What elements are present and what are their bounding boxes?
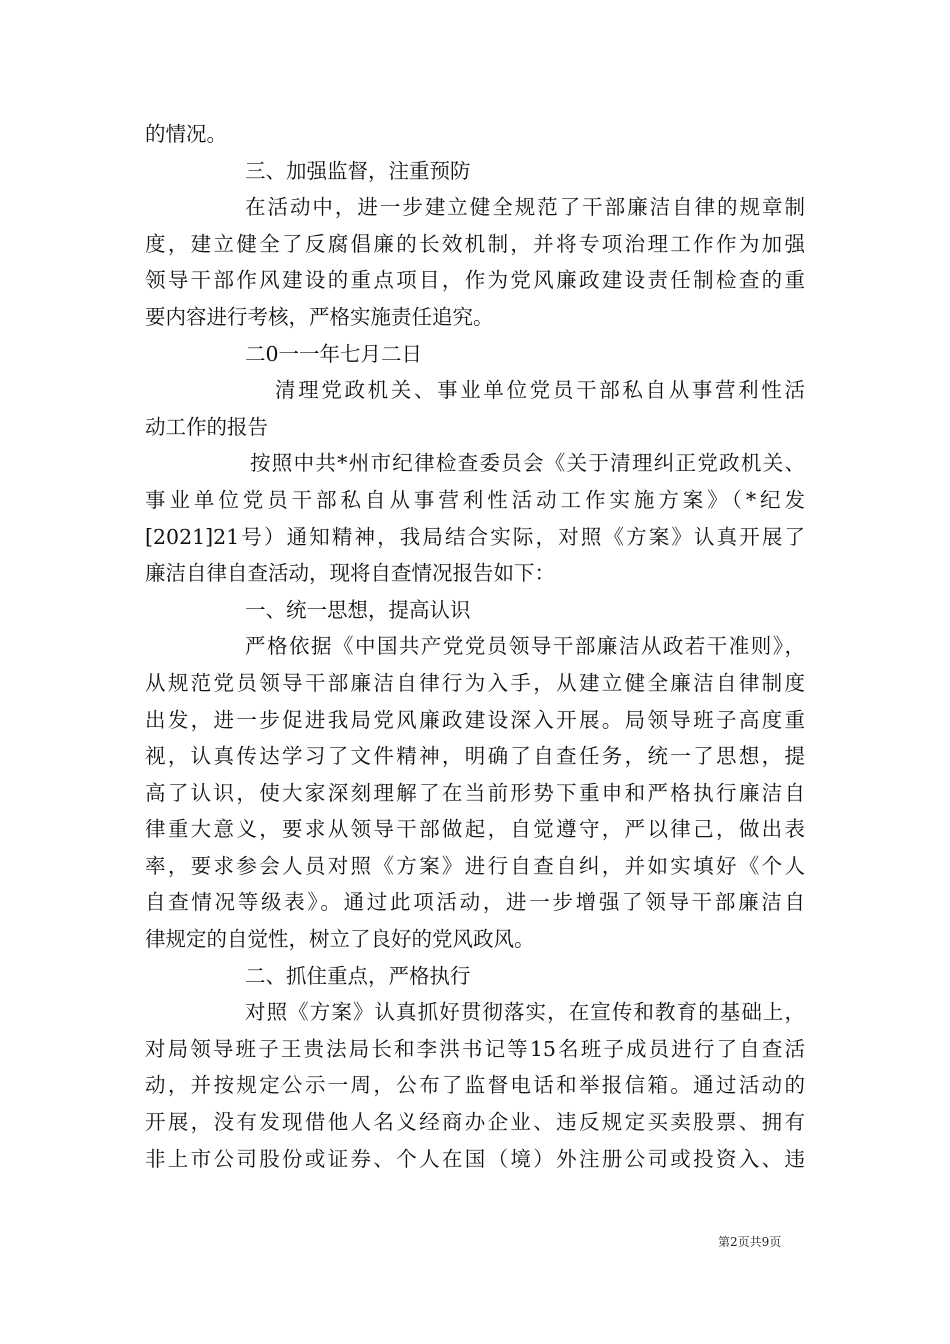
paragraph-line: 对局领导班子王贵法局长和李洪书记等15名班子成员进行了自查活 [145,1036,805,1061]
paragraph-line: 度，建立健全了反腐倡廉的长效机制，并将专项治理工作作为加强 [145,231,805,256]
paragraph-line: 率，要求参会人员对照《方案》进行自查自纠，并如实填好《个人 [145,853,805,878]
paragraph-line: 按照中共*州市纪律检查委员会《关于清理纠正党政机关、 [250,451,805,476]
date-line: 二0一一年七月二日 [245,341,423,366]
paragraph-line: 的情况。 [145,122,227,146]
paragraph-line: 自查情况等级表》。通过此项活动，进一步增强了领导干部廉洁自 [145,890,805,915]
paragraph-line: 廉洁自律自查活动，现将自查情况报告如下： [145,561,555,586]
paragraph-line: 要内容进行考核，严格实施责任追究。 [145,304,494,329]
paragraph-line: 视，认真传达学习了文件精神，明确了自查任务，统一了思想，提 [145,744,805,769]
page-number: 第2页共9页 [718,1235,782,1249]
paragraph-line: 事业单位党员干部私自从事营利性活动工作实施方案》（*纪发 [145,487,805,512]
paragraph-line: 从规范党员领导干部廉洁自律行为入手，从建立健全廉洁自律制度 [145,670,805,695]
section-heading: 一、统一思想，提高认识 [245,597,471,622]
paragraph-line: 领导干部作风建设的重点项目，作为党风廉政建设责任制检查的重 [145,268,805,293]
section-heading: 三、加强监督，注重预防 [245,158,471,183]
body-text [145,116,805,1177]
paragraph-line: 在活动中，进一步建立健全规范了干部廉洁自律的规章制 [245,195,805,220]
paragraph-line: 出发，进一步促进我局党风廉政建设深入开展。局领导班子高度重 [145,707,805,732]
paragraph-line: 非上市公司股份或证券、个人在国（境）外注册公司或投资入、违 [145,1146,805,1171]
section-heading: 二、抓住重点，严格执行 [245,963,471,988]
paragraph-line: 对照《方案》认真抓好贯彻落实，在宣传和教育的基础上， [245,1000,805,1025]
paragraph-line: 律重大意义，要求从领导干部做起，自觉遵守，严以律己，做出表 [145,817,805,842]
paragraph-line: 开展，没有发现借他人名义经商办企业、违反规定买卖股票、拥有 [145,1110,805,1135]
paragraph-line: 动，并按规定公示一周，公布了监督电话和举报信箱。通过活动的 [145,1073,805,1098]
paragraph-line: 严格依据《中国共产党党员领导干部廉洁从政若干准则》， [245,634,805,659]
report-title: 清理党政机关、事业单位党员干部私自从事营利性活 [275,378,805,403]
paragraph-line: 律规定的自觉性，树立了良好的党风政风。 [145,927,535,952]
paragraph-line: [2021]21号）通知精神，我局结合实际，对照《方案》认真开展了 [145,524,805,549]
report-title: 动工作的报告 [145,414,268,439]
paragraph-line: 高了认识，使大家深刻理解了在当前形势下重申和严格执行廉洁自 [145,780,805,805]
